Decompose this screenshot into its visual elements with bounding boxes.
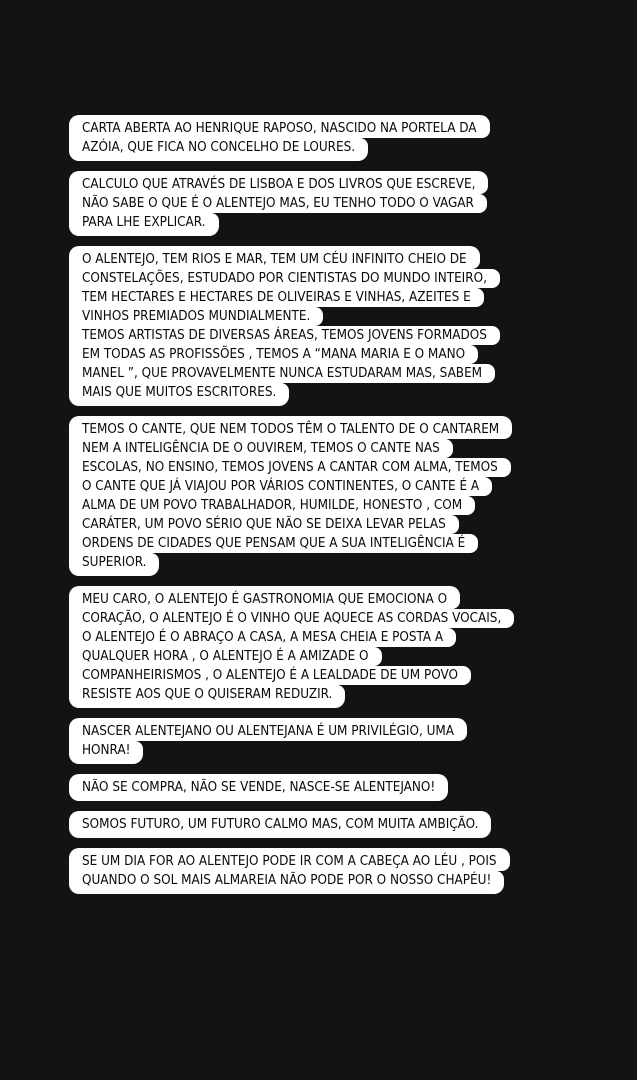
text-line: TEM HECTARES E HECTARES DE OLIVEIRAS E VINHAS, AZEITES E [69, 288, 484, 307]
text-line: VINHOS PREMIADOS MUNDIALMENTE. [69, 307, 323, 326]
text-line: EM TODAS AS PROFISSÕES , TEMOS A “MANA MARIA E O MANO [69, 345, 478, 364]
text-line: SE UM DIA FOR AO ALENTEJO PODE IR COM A CABEÇA AO LÉU , POIS [69, 848, 510, 871]
text-line: CALCULO QUE ATRAVÉS DE LISBOA E DOS LIVROS QUE ESCREVE, [69, 171, 488, 194]
text-block [69, 115, 579, 161]
text-line: NÃO SABE O QUE É O ALENTEJO MAS, EU TENHO TODO O VAGAR [69, 194, 487, 213]
text-line: ORDENS DE CIDADES QUE PENSAM QUE A SUA INTELIGÊNCIA É [69, 534, 478, 553]
text-line: RESISTE AOS QUE O QUISERAM REDUZIR. [69, 685, 345, 708]
text-block [69, 586, 579, 708]
letter-text-blocks [69, 115, 579, 904]
text-block [69, 718, 579, 764]
text-block [69, 848, 579, 894]
text-line: COMPANHEIRISMOS , O ALENTEJO É A LEALDADE DE UM POVO [69, 666, 471, 685]
text-line: O ALENTEJO É O ABRAÇO A CASA, A MESA CHEIA E POSTA A [69, 628, 456, 647]
text-line: NEM A INTELIGÊNCIA DE O OUVIREM, TEMOS O CANTE NAS [69, 439, 453, 458]
text-line: AZÓIA, QUE FICA NO CONCELHO DE LOURES. [69, 138, 368, 161]
text-line: CORAÇÃO, O ALENTEJO É O VINHO QUE AQUECE AS CORDAS VOCAIS, [69, 609, 514, 628]
text-line: SOMOS FUTURO, UM FUTURO CALMO MAS, COM MUITA AMBIÇÃO. [69, 811, 491, 838]
text-line: CONSTELAÇÕES, ESTUDADO POR CIENTISTAS DO MUNDO INTEIRO, [69, 269, 500, 288]
text-block [69, 811, 579, 838]
text-line: QUALQUER HORA , O ALENTEJO É A AMIZADE O [69, 647, 382, 666]
text-block [69, 416, 579, 576]
text-block [69, 246, 579, 406]
text-line: NASCER ALENTEJANO OU ALENTEJANA É UM PRIVILÉGIO, UMA [69, 718, 467, 741]
text-line: MEU CARO, O ALENTEJO É GASTRONOMIA QUE EMOCIONA O [69, 586, 460, 609]
text-line: CARTA ABERTA AO HENRIQUE RAPOSO, NASCIDO NA PORTELA DA [69, 115, 490, 138]
text-line: ESCOLAS, NO ENSINO, TEMOS JOVENS A CANTAR COM ALMA, TEMOS [69, 458, 511, 477]
text-line: TEMOS ARTISTAS DE DIVERSAS ÁREAS, TEMOS JOVENS FORMADOS [69, 326, 500, 345]
text-line: HONRA! [69, 741, 143, 764]
text-line: PARA LHE EXPLICAR. [69, 213, 219, 236]
text-line: SUPERIOR. [69, 553, 159, 576]
text-line: CARÁTER, UM POVO SÉRIO QUE NÃO SE DEIXA LEVAR PELAS [69, 515, 459, 534]
text-line: MANEL ”, QUE PROVAVELMENTE NUNCA ESTUDARAM MAS, SABEM [69, 364, 495, 383]
text-line: NÃO SE COMPRA, NÃO SE VENDE, NASCE-SE ALENTEJANO! [69, 774, 448, 801]
text-line: O ALENTEJO, TEM RIOS E MAR, TEM UM CÉU INFINITO CHEIO DE [69, 246, 480, 269]
text-block [69, 171, 579, 236]
text-line: TEMOS O CANTE, QUE NEM TODOS TÊM O TALENTO DE O CANTAREM [69, 416, 512, 439]
text-line: ALMA DE UM POVO TRABALHADOR, HUMILDE, HONESTO , COM [69, 496, 475, 515]
text-line: QUANDO O SOL MAIS ALMAREIA NÃO PODE POR O NOSSO CHAPÉU! [69, 871, 504, 894]
text-block [69, 774, 579, 801]
text-line: MAIS QUE MUITOS ESCRITORES. [69, 383, 289, 406]
text-line: O CANTE QUE JÁ VIAJOU POR VÁRIOS CONTINENTES, O CANTE É A [69, 477, 492, 496]
